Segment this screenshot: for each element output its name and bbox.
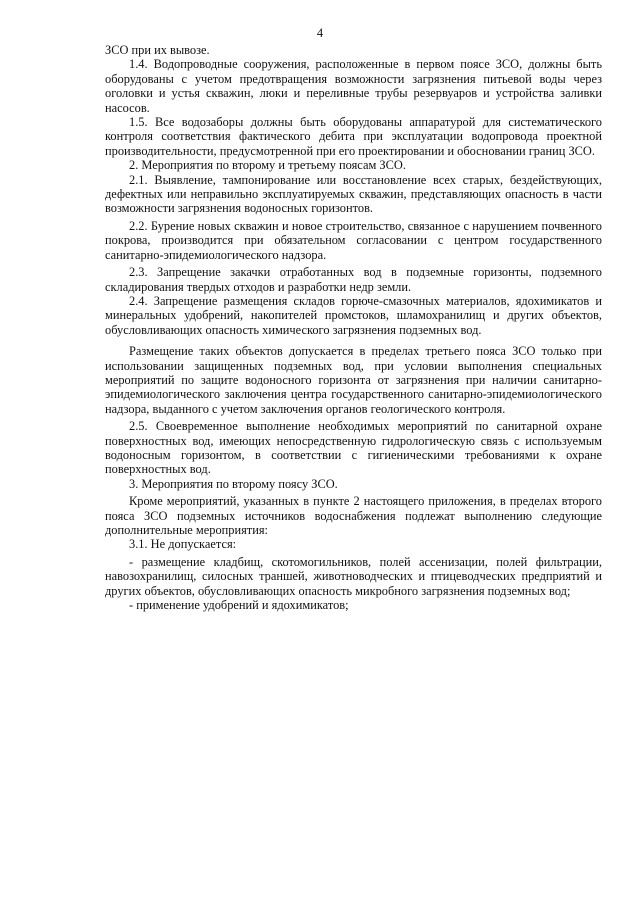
- paragraph: 2.4. Запрещение размещения складов горюче-смазочных материалов, ядохимикатов и минеральных удобрений, накопителей промстоков, шламохранилищ и других объектов, обусловливающих опасность химического загрязнения подземных вод.: [105, 293, 602, 337]
- paragraph: 2.2. Бурение новых скважин и новое строительство, связанное с нарушением почвенного покрова, производится при обязательном согласовании с центром государственного санитарно-эпидемиологического надзора.: [105, 218, 602, 262]
- paragraph: 1.4. Водопроводные сооружения, расположенные в первом поясе ЗСО, должны быть оборудованы с учетом предотвращения возможности загрязнения питьевой воды через оголовки и устья скважин, люки и переливные трубы резервуаров и устройства заливки насосов.: [105, 57, 602, 115]
- document-body: [105, 43, 602, 612]
- paragraph: 3. Мероприятия по второму поясу ЗСО.: [129, 476, 338, 491]
- paragraph: 2.3. Запрещение закачки отработанных вод в подземные горизонты, подземного складирования твердых отходов и разработки недр земли.: [105, 265, 602, 294]
- paragraph: 2.5. Своевременное выполнение необходимых мероприятий по санитарной охране поверхностных вод, имеющих непосредственную гидрологическую связь с используемым водоносным горизонтом, в соответствии с гигиеническими требованиями к охране поверхностных вод.: [105, 419, 602, 477]
- paragraph: 3.1. Не допускается:: [129, 537, 237, 552]
- page-number: 4: [316, 26, 324, 40]
- paragraph: - применение удобрений и ядохимикатов;: [129, 598, 349, 613]
- paragraph: 1.5. Все водозаборы должны быть оборудованы аппаратурой для систематического контроля соответствия фактического дебита при эксплуатации водопровода проектной производительности, предусмотренной при его проектировании и обосновании границ ЗСО.: [105, 115, 602, 158]
- paragraph: ЗСО при их вывозе.: [105, 43, 210, 57]
- paragraph: - размещение кладбищ, скотомогильников, полей ассенизации, полей фильтрации, навозохранилищ, силосных траншей, животноводческих и птицеводческих предприятий и других объектов, обусловливающих опасность микробного загрязнения подземных вод;: [105, 554, 602, 598]
- paragraph: Кроме мероприятий, указанных в пункте 2 настоящего приложения, в пределах второго пояса ЗСО подземных источников водоснабжения подлежат выполнению следующие дополнительные мероприятия:: [105, 494, 602, 537]
- paragraph: 2. Мероприятия по второму и третьему поясам ЗСО.: [129, 158, 406, 173]
- paragraph: 2.1. Выявление, тампонирование или восстановление всех старых, бездействующих, дефектных или неправильно эксплуатируемых скважин, представляющих опасность в части возможности загрязнения водоносных горизонтов.: [105, 172, 602, 216]
- paragraph: Размещение таких объектов допускается в пределах третьего пояса ЗСО только при использовании защищенных подземных вод, при условии выполнения специальных мероприятий по защите водоносного горизонта от загрязнения при наличии санитарно-эпидемиологического заключения центра государственного санитарно-эпидемиологического надзора, выданного с учетом заключения органов геологического контроля.: [105, 344, 602, 416]
